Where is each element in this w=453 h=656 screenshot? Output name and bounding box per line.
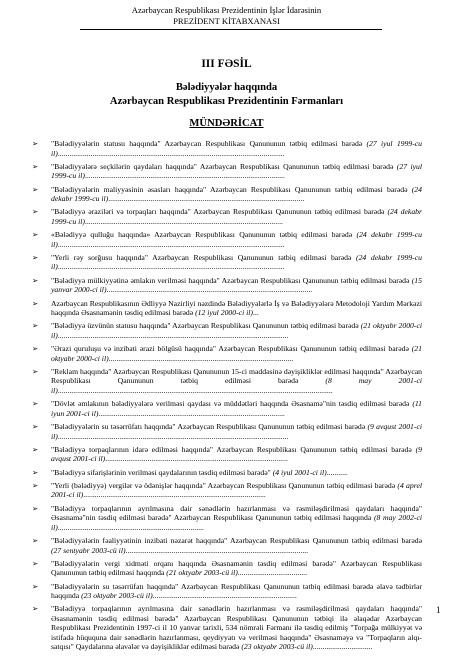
toc-item[interactable] [28,468,422,478]
arrow-bullet-icon: ➢ [32,581,39,591]
toc-item[interactable] [28,276,422,295]
toc-item[interactable] [28,185,422,204]
arrow-bullet-icon: ➢ [32,252,39,262]
toc-item-date: (24 dekabr 1999-cu il) [51,252,422,272]
toc-item-date: (21 oktyabr 2003-cü il) [166,568,238,578]
arrow-bullet-icon: ➢ [32,467,39,477]
toc-item-leader: ........................................................................................................................ [57,330,289,340]
arrow-bullet-icon: ➢ [32,161,39,171]
toc-item-text: "Bələdiyyə torpaqlarının ayrılmasına dair sənədlərin hazırlanması və rəsmiləşdirilməsi qaydaları haqqında" Əsasnamənin təsdiq edilməsi barədə" Azərbaycan Respublikası Qanununun tətbiqi ilə əlaqədar Azərbaycan Respublikası Prezidentinin 1997-ci il 10 yanvar tarixli, 534 nömrəli Fərmanı ilə təsdiq edilmiş "Torpağa mülkiyyət və istifadə hüququna dair sənədlərin hazırlanması, qeydiyyatı və verilməsi haqqında" Əsasnaməyə və "Torpaqların alqı-satqısı" Qaydalarına əlavələr və dəyişikliklər edilməsi barədə [51,604,422,652]
toc-item[interactable] [28,504,422,533]
arrow-bullet-icon: ➢ [32,480,39,490]
arrow-bullet-icon: ➢ [32,558,39,568]
toc-item[interactable] [28,399,422,418]
toc-item-date: (24 dekabr 1999-cu il) [51,207,422,226]
toc-item[interactable] [28,299,422,318]
toc-item-date: (4 aprel 2001-ci il) [51,480,422,500]
toc-item-leader: ............................................................................................................................................... [57,385,333,395]
table-of-contents [28,139,422,656]
toc-item-leader: ............................................................................ [57,522,204,532]
toc-item-leader: ................................................................................................. [98,408,285,418]
toc-item-leader: ........................................................................................................................ [57,431,289,441]
toc-item-text: "Bələdiyyə mülkiyyətinə əmlakın verilməsi haqqında" Azərbaycan Respublikası Qanununun tətbiq edilməsi barədə [51,275,412,285]
toc-item-text: "Bələdiyyə üzvünün statusu haqqında" Azərbaycan Respublikası Qanununun tətbiq edilməsi barədə [51,321,361,331]
toc-item-text: Azərbaycan Respublikasının Ədliyyə Nazirliyi nəzdində Bələdiyyələrlə İş və Bələdiyyələrə Metodoloji Yardım Mərkəzi haqqında Əsasnamənin təsdiq edilməsi barədə [51,298,422,318]
toc-item[interactable] [28,139,422,158]
toc-item-text: "Bələdiyyələrin su təsərrüfatı haqqında" Azərbaycan Respublikası Qanununun tətbiq edilməsi barədə [51,422,368,432]
toc-item-text: "Bələdiyyələrə seçkilərin qaydaları haqqında" Azərbaycan Respublikası Qanununun tətbiq edilməsi barədə [51,161,397,171]
header-divider [80,29,382,30]
toc-item-leader: ........................................................................... [152,591,297,601]
chapter-heading: III FƏSİL [201,58,252,70]
toc-item[interactable] [28,321,422,340]
toc-item-leader: ....................................................................................................... [84,216,283,226]
arrow-bullet-icon: ➢ [32,422,39,432]
arrow-bullet-icon: ➢ [32,275,39,285]
toc-item-leader: ...................................................................................................................... [57,239,285,249]
arrow-bullet-icon: ➢ [32,230,39,240]
toc-item-leader: ...................................................................................................................... [57,262,285,272]
arrow-bullet-icon: ➢ [32,366,39,376]
toc-item-date: (27 iyul 1999-cu il) [51,161,422,181]
toc-item-date: (4 iyul 2001-ci il) [272,467,327,477]
toc-item-text: "Bələdiyyə əraziləri və torpaqları haqqında" Azərbaycan Respublikası Qanununun tətbiq edilməsi barədə [51,207,388,217]
toc-item-date: (27 sentyabr 2003-cü il) [51,545,126,555]
arrow-bullet-icon: ➢ [32,344,39,354]
arrow-bullet-icon: ➢ [32,536,39,546]
toc-item-date: (21 oktyabr 2000-ci il) [51,344,422,363]
arrow-bullet-icon: ➢ [32,207,39,217]
toc-item-leader: .................................... [237,568,308,578]
toc-item-date: (23 oktyabr 2003-cü il) [81,591,153,601]
page-number: 1 [436,605,441,615]
toc-item-date: (12 iyul 2000-ci il) [195,308,253,318]
toc-item-date: (23 oktyabr 2003-cü il) [241,642,313,652]
toc-item[interactable] [28,207,422,226]
toc-item-text: "Bələdiyyələrin maliyyəsinin əsasları haqqında" Azərbaycan Respublikası Qanununun tətbiq edilməsi barədə [51,184,412,194]
toc-item-leader: ...................................................................................................................... [57,148,285,158]
arrow-bullet-icon: ➢ [32,399,39,409]
toc-item-text: "Bələdiyyələrin vergi xidməti orqanı haqqında Əsasnamənin təsdiq edilməsi barədə" Azərbaycan Respublikası Qanununun tətbiq edilməsi haqqında [51,558,422,578]
toc-item-leader: ...................................................................................................... [108,194,305,204]
toc-item[interactable] [28,536,422,555]
toc-item-date: (9 avqust 2001-ci il) [51,444,422,464]
toc-item-text: "Bələdiyyə sifarişlərinin verilməsi qaydalarının təsdiq edilməsi barədə" [51,467,273,477]
header-line-2: PREZİDENT KİTABXANASI [173,16,280,26]
toc-item-leader: ........................................................................................................ [84,171,285,181]
toc-item-date: (24 dekabr 1999-cu il) [51,230,422,249]
toc-item-date: (8 may 2002-ci il) [51,513,422,532]
arrow-bullet-icon: ➢ [32,604,39,614]
title-line-1: Bələdiyyələr haqqında [175,82,278,93]
toc-item[interactable] [28,367,422,396]
toc-item-text: "Bələdiyyə torpaqlarının ayrılmasına dair sənədlərin hazırlanması və rəsmiləşdirilməsi qaydaları haqqında" Əsasnamə"nin təsdiq edilməsi barədə" Azərbaycan Respublikası Qanununun tətbiq edilməsi haqqında [51,503,422,523]
toc-item[interactable] [28,422,422,441]
toc-item[interactable] [28,253,422,272]
toc-item-text: "Bələdiyyələrin su təsərrüfatı haqqında" Azərbaycan Respublikası Qanununun tətbiq edilməsi barədə əlavə tədbirlər haqqında [51,581,422,601]
section-title [0,81,453,108]
toc-item-leader: ................................................................................................ [108,353,294,363]
arrow-bullet-icon: ➢ [32,503,39,513]
toc-item-leader: ............................................................................................... [83,490,266,500]
toc-item-text: "Yerli (bələdiyyə) vergilər və ödənişlər haqqında" Azərbaycan Respublikası Qanununun tətbiq edilməsi barədə [51,480,398,490]
toc-item[interactable] [28,582,422,601]
toc-item-leader: ............................... [312,642,373,652]
toc-item-date: (21 oktyabr 2000-ci il) [51,321,423,340]
toc-item-text: "Yerli rəy sorğusu haqqında" Azərbaycan Respublikası Qanununun tətbiq edilməsi barədə [51,252,357,262]
toc-item-text: "Reklam haqqında" Azərbaycan Respublikası Qanununun 15-ci maddəsinə dəyişikliklər edilməsi haqqında" Azərbaycan Respublikası Qanununun tətbiq edilməsi barədə [51,366,422,386]
toc-item-date: (9 avqust 2001-ci il) [51,422,422,441]
arrow-bullet-icon: ➢ [32,184,39,194]
toc-item[interactable] [28,230,422,249]
toc-item-text: "Ərazi quruluşu və inzibati ərazi bölgüsü haqqında" Azərbaycan Respublikası Qanununun tətbiq edilməsi barədə [51,344,412,354]
toc-item[interactable] [28,559,422,578]
contents-heading: MÜNDƏRİCAT [189,118,264,129]
toc-item-date: (24 dekabr 1999-cu il) [51,184,422,204]
toc-item-text: "Bələdiyyə torpaqlarının idarə edilməsi haqqında" Azərbaycan Respublikası Qanununun tətbiq edilməsi barədə [51,444,416,454]
toc-item[interactable] [28,445,422,464]
title-line-2: Azərbaycan Respublikası Prezidentinin Fərmanları [109,95,344,107]
toc-item-leader: ........................................................................................................... [106,285,313,295]
toc-item-text: "Dövlət əmlakının bələdiyyələrə verilməsi qaydası və müddətləri haqqında Əsasnamə"nin təsdiq edilməsi barədə [51,399,413,409]
toc-item[interactable] [28,344,422,363]
toc-item-leader: ............................................................................................... [125,545,309,555]
arrow-bullet-icon: ➢ [32,321,39,331]
toc-item-leader: ... [252,308,259,318]
arrow-bullet-icon: ➢ [32,298,39,308]
arrow-bullet-icon: ➢ [32,139,39,148]
toc-item-leader: ............................................................................................... [105,454,288,464]
toc-item-leader: ........... [326,467,348,477]
toc-item-date: (11 iyun 2001-ci il) [51,399,422,418]
toc-item[interactable] [28,481,422,500]
toc-item-date: (15 yanvar 2000-ci il) [51,275,422,295]
toc-item[interactable] [28,604,422,652]
toc-item-date: (8 may 2001-ci il) [51,376,422,395]
header-line-1: Azərbaycan Respublikası Prezidentinin İşlər İdarəsinin [131,5,322,15]
toc-item-text: «Bələdiyyə qulluğu haqqında» Azərbaycan Respublikası Qanununun tətbiq edilməsi barədə [51,230,357,240]
arrow-bullet-icon: ➢ [32,444,39,454]
toc-item[interactable] [28,162,422,181]
page-header [0,5,453,27]
toc-item-text: "Bələdiyyələrin fəaliyyətinin inzibati nəzarət haqqında" Azərbaycan Respublikası Qanununun tətbiq edilməsi barədə [51,536,422,546]
toc-item-date: (27 iyul 1999-cu il) [51,139,423,158]
toc-item-text: "Bələdiyyələrin statusu haqqında" Azərbaycan Respublikası Qanununun tətbiq edilməsi barədə [51,139,367,148]
